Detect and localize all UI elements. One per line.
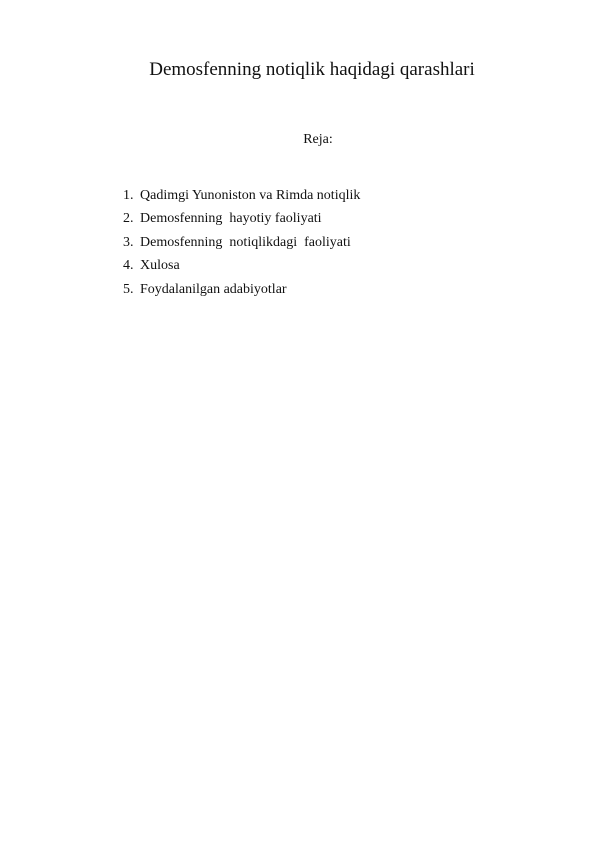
plan-list [102, 166, 361, 297]
list-item-number: 3. [123, 234, 134, 250]
list-item-text: Demosfenning notiqlikdagi faoliyati [140, 234, 351, 250]
list-item-text: Demosfenning hayotiy faoliyati [140, 211, 322, 227]
list-item-number: 2. [123, 211, 134, 227]
list-item-text: Xulosa [140, 258, 180, 274]
list-item-number: 4. [123, 258, 134, 274]
list-item-number: 1. [123, 188, 134, 203]
plan-heading: Reja: [303, 132, 333, 147]
document-title: Demosfenning notiqlik haqidagi qarashlari [149, 59, 475, 80]
list-item [102, 166, 361, 203]
list-item-number: 5. [123, 281, 134, 297]
list-item-text: Foydalanilgan adabiyotlar [140, 281, 287, 297]
list-item-text: Qadimgi Yunoniston va Rimda notiqlik [140, 188, 361, 203]
